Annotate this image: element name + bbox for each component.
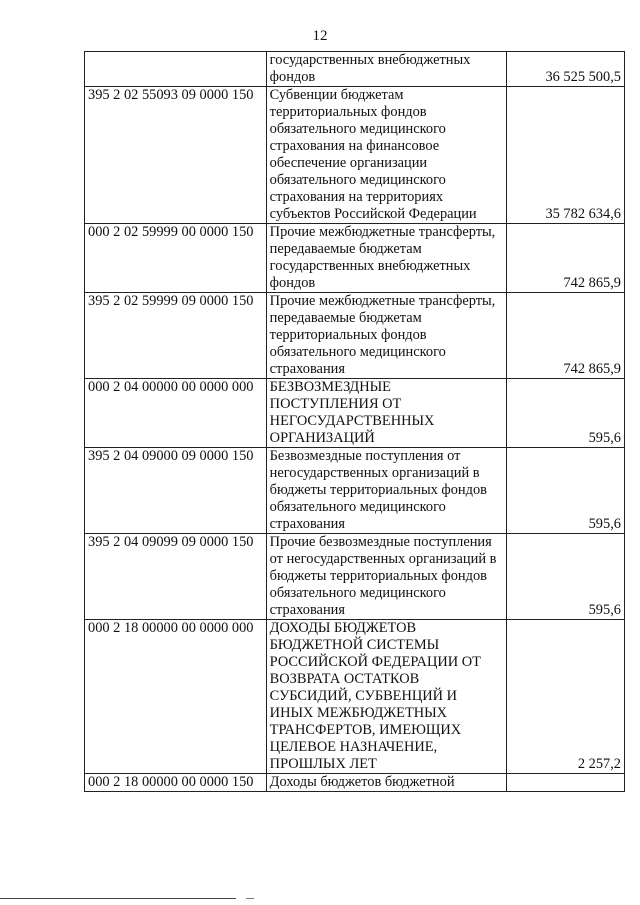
revenue-name-cell: Прочие межбюджетные трансферты, передаваемые бюджетам территориальных фондов обязательного медицинского страхования [266, 293, 506, 379]
table-row [85, 52, 625, 87]
table-row [85, 774, 625, 792]
budget-code-cell: 395 2 04 09099 09 0000 150 [85, 534, 267, 620]
table-row [85, 620, 625, 774]
revenue-name-cell: Доходы бюджетов бюджетной [266, 774, 506, 792]
footnote-divider [0, 898, 236, 899]
amount-cell [506, 774, 624, 792]
revenue-name-cell: Прочие межбюджетные трансферты, передаваемые бюджетам государственных внебюджетных фондов [266, 224, 506, 293]
amount-cell: 36 525 500,5 [506, 52, 624, 87]
budget-code-cell: 395 2 02 55093 09 0000 150 [85, 87, 267, 224]
revenue-name-cell: Прочие безвозмездные поступления от негосударственных организаций в бюджеты территориальных фондов обязательного медицинского страхования [266, 534, 506, 620]
footnote-divider-mark [246, 898, 254, 899]
amount-cell: 595,6 [506, 379, 624, 448]
revenue-name-cell: Субвенции бюджетам территориальных фондов обязательного медицинского страхования на финансовое обеспечение организации обязательного медицинского страхования на территориях субъектов Российской Федерации [266, 87, 506, 224]
table-row [85, 224, 625, 293]
table-row [85, 379, 625, 448]
table-row [85, 448, 625, 534]
budget-code-cell: 000 2 02 59999 00 0000 150 [85, 224, 267, 293]
amount-cell: 595,6 [506, 534, 624, 620]
budget-code-cell: 000 2 18 00000 00 0000 150 [85, 774, 267, 792]
revenue-table [84, 51, 625, 792]
table-row [85, 534, 625, 620]
revenue-name-cell: БЕЗВОЗМЕЗДНЫЕ ПОСТУПЛЕНИЯ ОТ НЕГОСУДАРСТВЕННЫХ ОРГАНИЗАЦИЙ [266, 379, 506, 448]
amount-cell: 2 257,2 [506, 620, 624, 774]
budget-code-cell: 395 2 04 09000 09 0000 150 [85, 448, 267, 534]
amount-cell: 35 782 634,6 [506, 87, 624, 224]
amount-cell: 742 865,9 [506, 293, 624, 379]
revenue-name-cell: ДОХОДЫ БЮДЖЕТОВ БЮДЖЕТНОЙ СИСТЕМЫ РОССИЙСКОЙ ФЕДЕРАЦИИ ОТ ВОЗВРАТА ОСТАТКОВ СУБСИДИЙ, СУБВЕНЦИЙ И ИНЫХ МЕЖБЮДЖЕТНЫХ ТРАНСФЕРТОВ, ИМЕЮЩИХ ЦЕЛЕВОЕ НАЗНАЧЕНИЕ, ПРОШЛЫХ ЛЕТ [266, 620, 506, 774]
budget-code-cell: 395 2 02 59999 09 0000 150 [85, 293, 267, 379]
budget-code-cell [85, 52, 267, 87]
table-row [85, 87, 625, 224]
revenue-name-cell: Безвозмездные поступления от негосударственных организаций в бюджеты территориальных фондов обязательного медицинского страхования [266, 448, 506, 534]
page-number: 12 [312, 28, 328, 44]
budget-code-cell: 000 2 18 00000 00 0000 000 [85, 620, 267, 774]
table-row [85, 293, 625, 379]
amount-cell: 742 865,9 [506, 224, 624, 293]
revenue-name-cell: государственных внебюджетных фондов [266, 52, 506, 87]
budget-code-cell: 000 2 04 00000 00 0000 000 [85, 379, 267, 448]
amount-cell: 595,6 [506, 448, 624, 534]
